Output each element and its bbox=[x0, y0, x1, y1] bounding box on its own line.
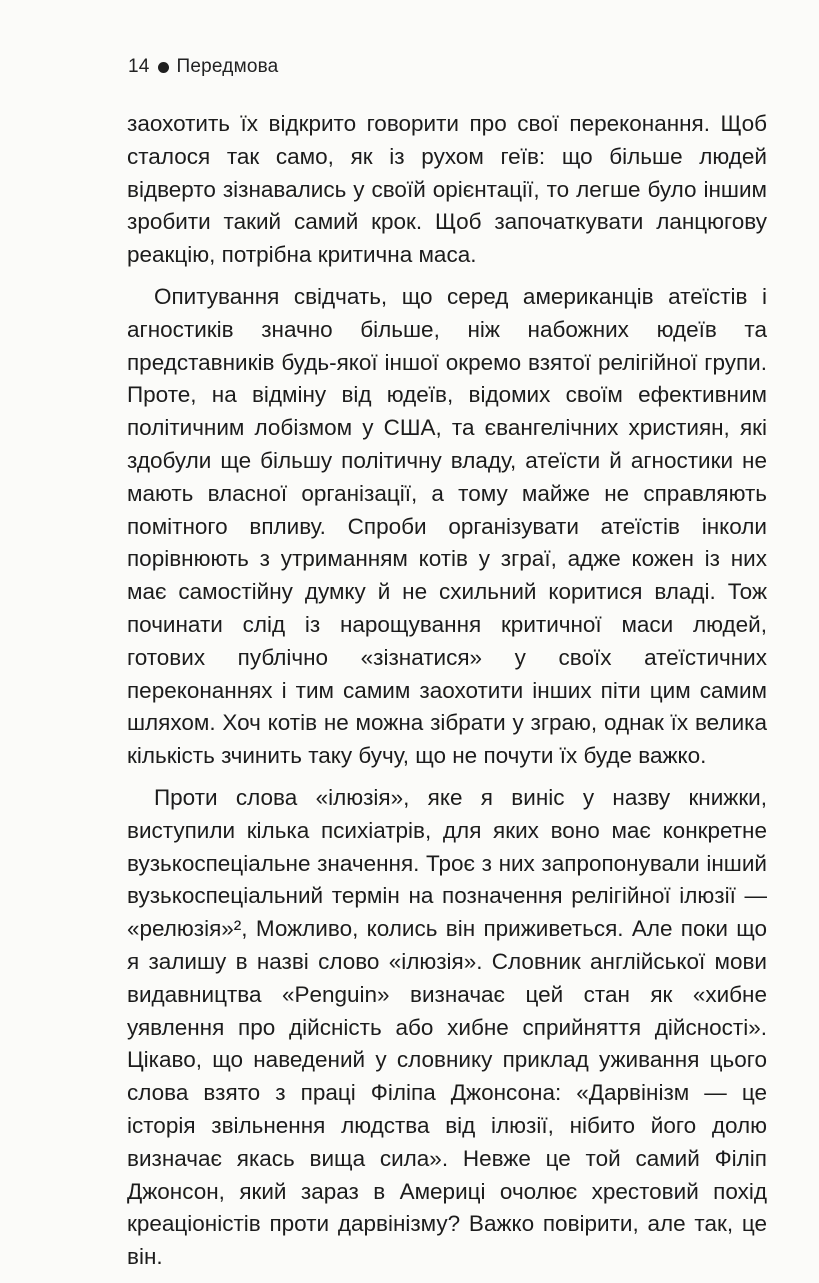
running-header bbox=[128, 56, 278, 78]
paragraph: Проти слова «ілюзія», яке я виніс у назву книжки, виступили кілька психіатрів, для яких воно має конкретне вузькоспеціальне значення. Троє з них запропонували інший вузькоспеціальний термін на позначення релігійної ілюзії — «релюзія»², Можливо, колись він приживеться. Але поки що я залишу в назві слово «ілюзія». Словник англійської мови видавництва «Penguin» визначає цей стан як «хибне уявлення про дійсність або хибне сприйняття дійсності». Цікаво, що наведений у словнику приклад уживання цього слова взято з праці Філіпа Джонсона: «Дарвінізм — це історія звільнення людства від ілюзії, нібито його долю визначає якась вища сила». Невже це той самий Філіп Джонсон, який зараз в Америці очолює хрестовий похід креаціоністів проти дарвінізму? Важко повірити, але так, це він. bbox=[127, 784, 767, 1270]
section-title: Передмова bbox=[176, 56, 279, 77]
page-number: 14 bbox=[128, 56, 150, 77]
paragraph: заохотить їх відкрито говорити про свої переконання. Щоб сталося так само, як із рухом геїв: що більше людей відверто зізнавались у своїй орієнтації, то легше було іншим зробити такий самий крок. Щоб започаткувати ланцюгову реакцію, потрібна критична маса. bbox=[127, 111, 767, 268]
body-text bbox=[127, 108, 767, 1283]
bullet-icon bbox=[158, 62, 169, 73]
paragraph: Опитування свідчать, що серед американців атеїстів і агностиків значно більше, ніж набожних юдеїв та представників будь-якої іншої окремо взятої релігійної групи. Проте, на відміну від юдеїв, відомих своїм ефективним політичним лобізмом у США, та євангелічних християн, які здобули ще більшу політичну владу, атеїсти й агностики не мають власної організації, а тому майже не справляють помітного впливу. Спроби організувати атеїстів інколи порівнюють з утриманням котів у зграї, адже кожен із них має самостійну думку й не схильний коритися владі. Тож починати слід із нарощування критичної маси людей, готових публічно «зізнатися» у своїх атеїстичних переконаннях і тим самим заохотити інших піти цим самим шляхом. Хоч котів не можна зібрати у зграю, однак їх велика кількість зчинить таку бучу, що не почути їх буде важко. bbox=[127, 283, 767, 769]
